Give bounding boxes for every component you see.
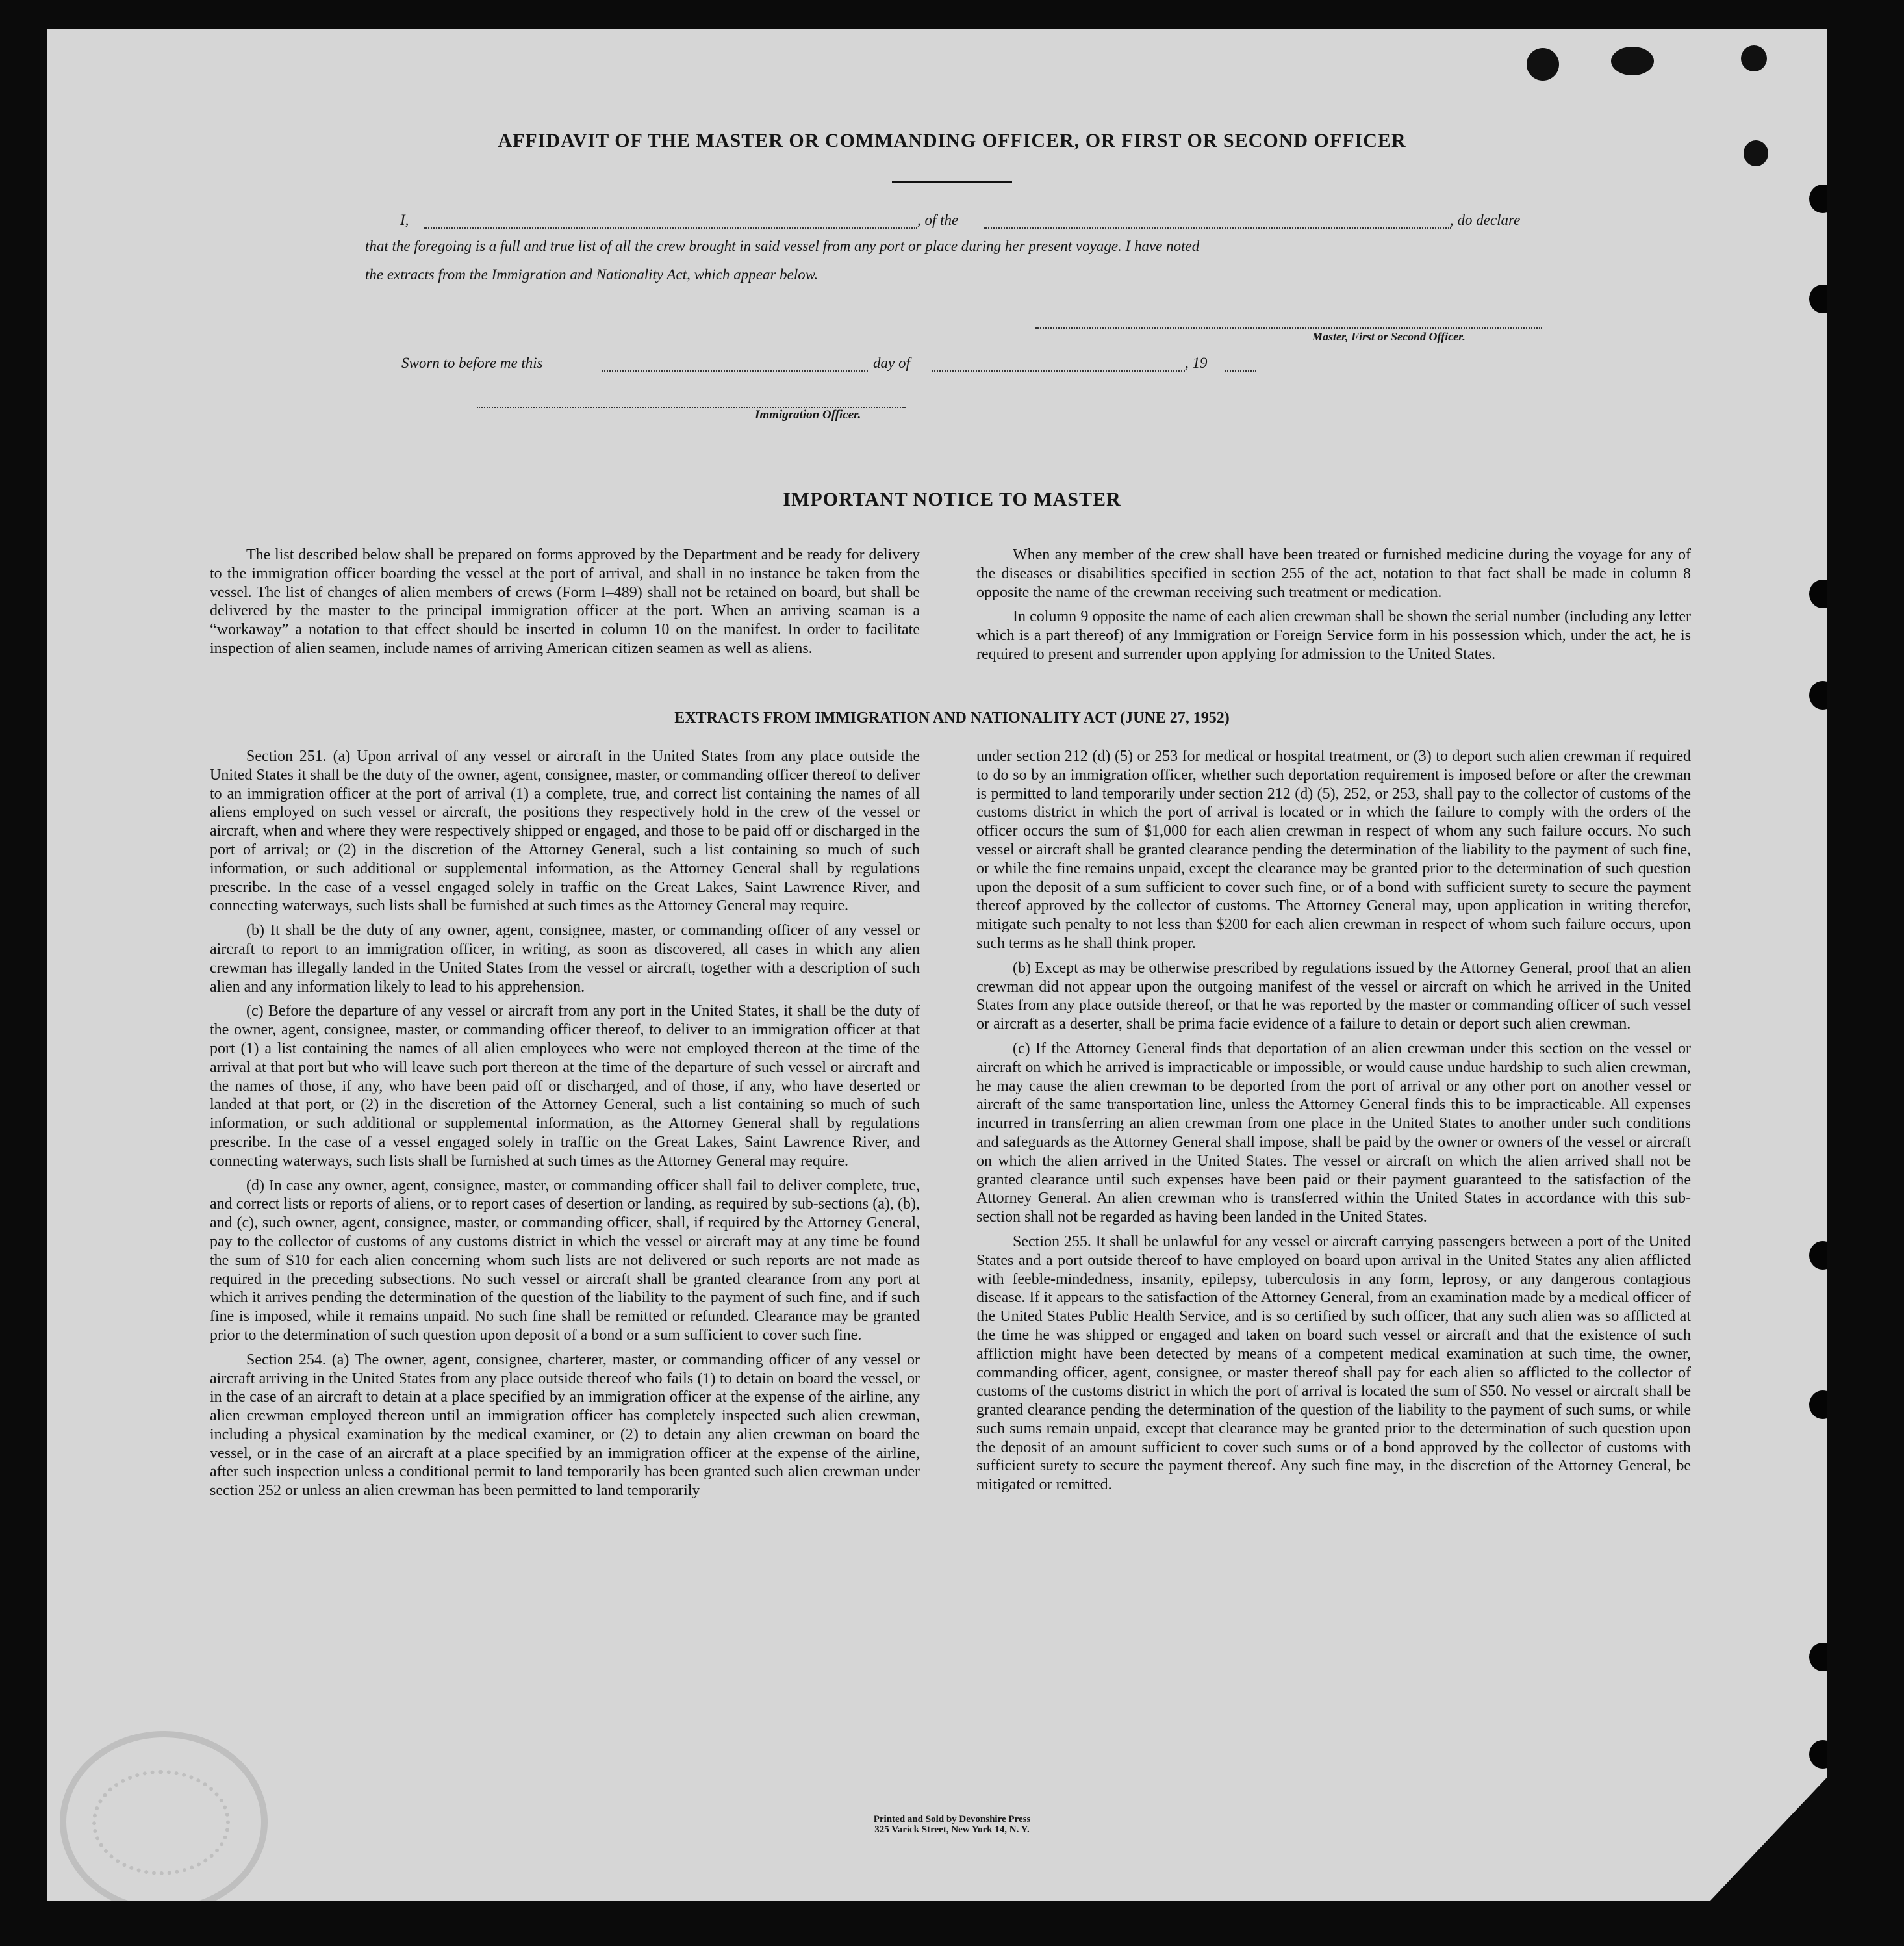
declarant-label: I, xyxy=(400,212,409,228)
printer-line-2: 325 Varick Street, New York 14, N. Y. xyxy=(874,1824,1030,1835)
master-signature-label: Master, First or Second Officer. xyxy=(1312,330,1466,343)
extract-paragraph: under section 212 (d) (5) or 253 for medical or hospital treatment, or (3) to deport such alien crewman if required to do so by an immigration officer, whether such deportation requirement is imposed before or after the crewman is permitted to land temporarily under section 212 (d) (5), 252, or 253, shall pay to the collector of customs of the customs district in which the port of arrival is located or in which the failure to comply with the orders of the officer occurs the sum of $1,000 for each alien crewman in respect of whom any such failure occurs. No such vessel or aircraft shall be granted clearance pending the determination of the liability to the payment of such fine, or while the fine remains unpaid, except the clearance may be granted prior to the determination of such question upon the deposit of a sum sufficient to cover such fine, or of a bond with sufficient surety to secure the payment thereof approved by the collector of customs. The Attorney General may, upon application in writing therefor, mitigate such penalty to not less than $200 for each alien crewman in respect of whom such failure occurs, upon such terms as he shall think proper. xyxy=(976,748,1691,952)
ink-blot xyxy=(1527,48,1559,81)
extract-paragraph: (b) Except as may be otherwise prescribed by regulations issued by the Attorney General, proof that an alien crewman did not appear upon the outgoing manifest of the vessel or aircraft on which he arrived in the United States from any place outside thereof, or that he was reported by the master or commanding officer of such vessel or aircraft as a deserter, shall be prima facie evidence of a failure to detain or deport such alien crewman. xyxy=(976,959,1691,1033)
immigration-officer-label: Immigration Officer. xyxy=(755,408,861,422)
extract-paragraph: Section 254. (a) The owner, agent, consignee, charterer, master, or commanding officer of any vessel or aircraft arriving in the United States from any place outside thereof who fails (1) to detain on board the vessel, or in the case of an aircraft to detain at a place specified by an immigration officer at the expense of the airline, any alien crewman employed thereon until an immigration officer has completely inspected such alien crewman, including a physical examination by the medical examiner, or (2) to detain any alien crewman on board the vessel, or in the case of an aircraft at a place specified by an immigration officer at the expense of the airline, after such inspection unless a conditional permit to land temporarily has been granted such alien crewman under section 252 or unless an alien crewman has been permitted to land temporarily xyxy=(210,1351,920,1500)
punch-hole xyxy=(1809,185,1827,213)
declaration-line-3: the extracts from the Immigration and Nationality Act, which appear below. xyxy=(365,266,819,283)
printer-line-1: Printed and Sold by Devonshire Press xyxy=(873,1814,1031,1824)
punch-hole xyxy=(1809,1390,1827,1419)
printer-imprint xyxy=(0,1814,1904,1835)
extracts-title: EXTRACTS FROM IMMIGRATION AND NATIONALITY ACT (JUNE 27, 1952) xyxy=(674,710,1230,726)
punch-hole xyxy=(1809,1241,1827,1270)
master-signature-field[interactable] xyxy=(1035,327,1542,329)
sworn-month-field[interactable] xyxy=(932,370,1185,372)
punch-hole xyxy=(1809,1740,1827,1769)
vessel-label: , of the xyxy=(917,212,959,228)
extract-paragraph: (b) It shall be the duty of any owner, agent, consignee, master, or commanding officer of any vessel or aircraft to report to an immigration officer, in writing, as soon as discovered, all cases in which any alien crewman has illegally landed in the United States from the vessel or aircraft, together with a description of such alien and any information likely to lead to his apprehension. xyxy=(210,922,920,995)
notice-paragraph: In column 9 opposite the name of each alien crewman shall be shown the serial number (including any letter which is a part thereof) of any Immigration or Foreign Service form in his possession which, under the act, he is required to present and surrender upon applying for admission to the United States. xyxy=(976,608,1691,663)
ink-blot xyxy=(1611,47,1654,75)
declarant-name-field[interactable] xyxy=(424,227,917,229)
page-corner-shadow xyxy=(1710,1778,1827,1901)
extract-paragraph: (d) In case any owner, agent, consignee, master, or commanding officer shall fail to deliver complete, true, and correct lists or reports of aliens, or to report cases of desertion or landing, as required by sub-sections (a), (b), and (c), such owner, agent, consignee, master, or commanding officer, shall, if required by the Attorney General, pay to the collector of customs of any customs district in which the vessel or aircraft may at any time be found the sum of $10 for each alien concerning whom such lists are not delivered or such reports are not made as required in the preceding subsections. No such vessel or aircraft shall be granted clearance from any port at which it arrives pending the determination of the question of the liability to the payment of such fine, and if such fine is imposed, while it remains unpaid. No such fine shall be remitted or refunded. Clearance may be granted prior to the determination of such question upon deposit of a bond or a sum sufficient to cover such fine. xyxy=(210,1177,920,1344)
sworn-day-field[interactable] xyxy=(602,370,868,372)
affidavit-title: AFFIDAVIT OF THE MASTER OR COMMANDING OFFICER, OR FIRST OR SECOND OFFICER xyxy=(498,130,1406,151)
punch-hole xyxy=(1809,580,1827,608)
extract-paragraph: Section 251. (a) Upon arrival of any vessel or aircraft in the United States from any place outside the United States it shall be the duty of the owner, agent, consignee, master, or commanding officer thereof to deliver to an immigration officer at the port of arrival (1) a complete, true, and correct list containing the names of all aliens employed on such vessel or aircraft, the positions they respectively hold in the crew of the vessel or aircraft, when and where they were respectively shipped or engaged, and those to be paid off or discharged in the port of arrival; or (2) in the discretion of the Attorney General, such a list containing so much of such information, or such additional or supplemental information, as the Attorney General shall by regulations prescribe. In the case of a vessel engaged solely in traffic on the Great Lakes, Saint Lawrence River, and connecting waterways, such lists shall be furnished at such times as the Attorney General may require. xyxy=(210,748,920,915)
notice-paragraph: The list described below shall be prepared on forms approved by the Department and be ready for delivery to the immigration officer boarding the vessel at the port of arrival, and shall in no instance be taken from the vessel. The list of changes of alien members of crews (Form I–489) shall not be retained on board, but shall be delivered by the master to the principal immigration officer at the port. When an arriving seaman is a “workaway” a notation to that effect should be inserted in column 10 on the manifest. In order to facilitate inspection of alien seamen, include names of arriving American citizen seamen as well as aliens. xyxy=(210,546,920,657)
vessel-name-field[interactable] xyxy=(984,227,1451,229)
notice-paragraph: When any member of the crew shall have been treated or furnished medicine during the voyage for any of the diseases or disabilities specified in section 255 of the act, notation to that fact shall be made in column 8 opposite the name of the crewman receiving such treatment or medication. xyxy=(976,546,1691,601)
punch-hole xyxy=(1809,285,1827,313)
extract-paragraph: (c) Before the departure of any vessel or aircraft from any port in the United States, it shall be the duty of the owner, agent, consignee, master, or commanding officer thereof, to deliver to an immigration officer at that port (1) a list containing the names of all alien employees who were not employed thereon at the time of the arrival at that port but who will leave such port thereon at the time of the departure of such vessel or aircraft and the names of those, if any, who have been paid off or discharged, and of those, if any, who have deserted or landed at that port, or (2) in the discretion of the Attorney General, such a list containing so much of such information, or such additional or supplemental information, as the Attorney General shall by regulations prescribe. In the case of a vessel engaged solely in traffic on the Great Lakes, Saint Lawrence River, and connecting waterways, such lists shall be furnished at such times as the Attorney General may require. xyxy=(210,1003,920,1170)
punch-hole xyxy=(1809,1643,1827,1671)
extracts-right-column xyxy=(976,747,1691,1500)
sworn-label: Sworn to before me this xyxy=(401,355,543,371)
notice-right-column xyxy=(976,546,1691,670)
title-rule xyxy=(892,181,1012,183)
extract-paragraph: (c) If the Attorney General finds that deportation of an alien crewman under this section on the vessel or aircraft on which he arrived is impracticable or impossible, or would cause undue hardship to such alien crewman, he may cause the alien crewman to be deported from the port of arrival or any other port on another vessel or aircraft of the same transportation line, unless the Attorney General finds this to be impracticable. All expenses incurred in transferring an alien crewman from one place in the United States to another under such conditions and safeguards as the Attorney General shall impose, shall be paid by the owner or owners of the vessel or aircraft on which the alien arrived in the United States. The vessel or aircraft on which the alien arrived shall not be granted clearance until such expenses have been paid or their payment guaranteed to the satisfaction of the Attorney General. An alien crewman who is transferred within the United States in accordance with this sub-section shall not be regarded as having been landed in the United States. xyxy=(976,1040,1691,1226)
ink-blot xyxy=(1741,45,1767,71)
notice-left-column xyxy=(210,546,920,664)
declaration-line-2: that the foregoing is a full and true list of all the crew brought in said vessel from any port or place during her present voyage. I have noted xyxy=(365,238,1200,254)
day-of-label: day of xyxy=(873,355,910,371)
punch-hole xyxy=(1809,681,1827,710)
extracts-left-column xyxy=(210,747,920,1506)
sworn-year-field[interactable] xyxy=(1225,370,1256,372)
declare-label: , do declare xyxy=(1450,212,1521,228)
year-label: , 19 xyxy=(1185,355,1208,371)
notice-title: IMPORTANT NOTICE TO MASTER xyxy=(783,489,1121,510)
extract-paragraph: Section 255. It shall be unlawful for any vessel or aircraft carrying passengers between a port of the United States and a port outside thereof to have employed on board upon arrival in the United States any alien afflicted with feeble-mindedness, insanity, epilepsy, tuberculosis in any form, leprosy, or any dangerous contagious disease. If it appears to the satisfaction of the Attorney General, from an examination made by a medical officer of the United States Public Health Service, and is so certified by such officer, that any such alien was so afflicted at the time he was shipped or engaged and taken on board such vessel or aircraft and that the existence of such affliction might have been detected by means of a competent medical examination at such time, the owner, commanding officer, agent, consignee, or master thereof shall pay for each alien so afflicted to the collector of customs of the customs district in which the port of arrival is located the sum of $50. No vessel or aircraft shall be granted clearance pending the determination of the question of the liability to the payment of such sums, or while such sums remain unpaid, except that clearance may be granted prior to the determination of such question upon the deposit of an amount sufficient to cover such sums or of a bond approved by the collector of customs with sufficient surety to secure the payment thereof. Any such fine may, in the discretion of the Attorney General, be mitigated or remitted. xyxy=(976,1233,1691,1494)
